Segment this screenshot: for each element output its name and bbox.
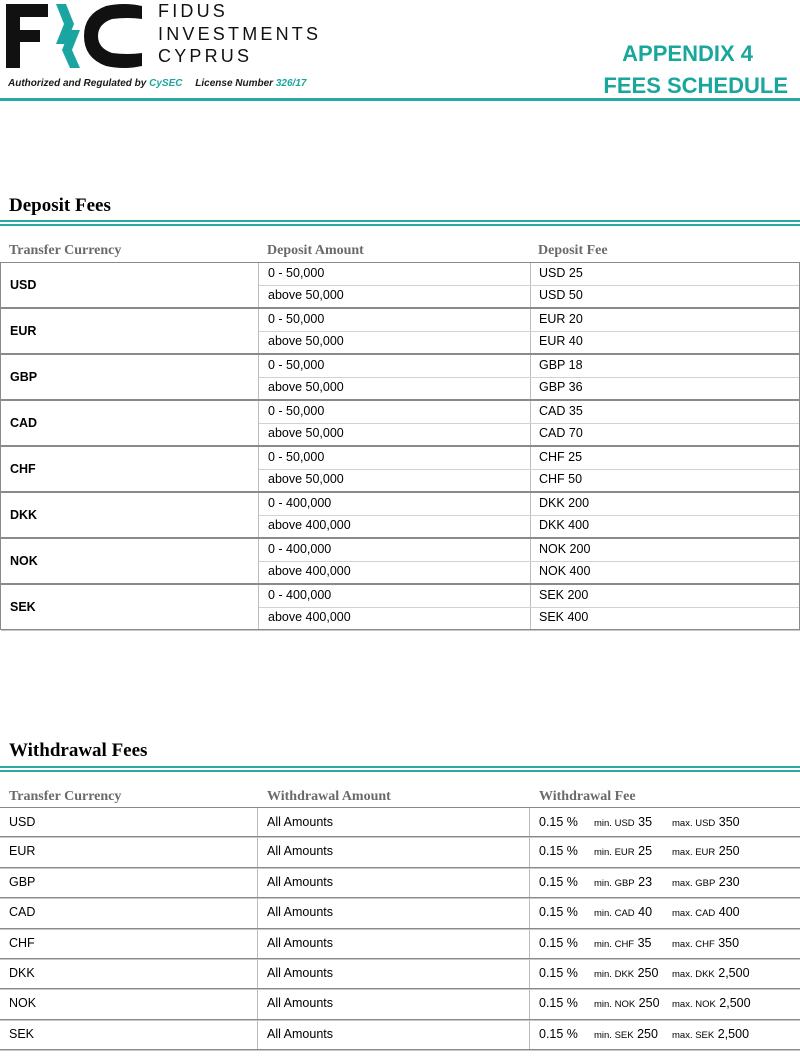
min-fee-cell: min. USD 35 bbox=[594, 815, 653, 829]
table-row bbox=[0, 354, 800, 400]
min-fee-cell: min. NOK 250 bbox=[594, 996, 660, 1011]
currency-cell: DKK bbox=[9, 965, 35, 980]
max-fee-cell: max. CHF 350 bbox=[672, 935, 740, 950]
amount-cell: 0 - 50,000 bbox=[268, 404, 325, 418]
fee-cell: DKK 200 bbox=[539, 496, 590, 510]
max-fee-cell: max. CAD 400 bbox=[672, 905, 740, 920]
amount-cell: above 50,000 bbox=[268, 380, 344, 394]
document-title bbox=[603, 38, 788, 102]
percent-cell: 0.15 % bbox=[539, 815, 578, 829]
fee-cell: NOK 400 bbox=[539, 564, 591, 578]
amount-cell: All Amounts bbox=[267, 905, 334, 920]
amount-cell: above 50,000 bbox=[268, 334, 344, 348]
amount-cell: 0 - 50,000 bbox=[268, 312, 325, 326]
max-fee-cell: max. SEK 2,500 bbox=[672, 1026, 750, 1041]
company-name: FIDUS INVESTMENTS CYPRUS bbox=[158, 1, 322, 66]
amount-cell: 0 - 50,000 bbox=[268, 358, 325, 372]
currency-cell: USD bbox=[9, 815, 36, 829]
table-row bbox=[0, 929, 800, 959]
amount-cell: All Amounts bbox=[267, 1026, 334, 1041]
fee-cell: EUR 20 bbox=[539, 312, 583, 326]
table-row bbox=[0, 584, 800, 630]
table-row bbox=[0, 868, 800, 898]
currency-cell: SEK bbox=[9, 1026, 35, 1041]
deposit-col-fee: Deposit Fee bbox=[538, 243, 608, 258]
fee-cell: CHF 50 bbox=[539, 472, 583, 486]
amount-cell: All Amounts bbox=[267, 844, 334, 859]
max-fee-cell: max. USD 350 bbox=[672, 815, 740, 829]
amount-cell: above 400,000 bbox=[268, 518, 351, 532]
table-row bbox=[0, 807, 800, 837]
currency-cell: EUR bbox=[9, 844, 36, 859]
table-row bbox=[0, 308, 800, 354]
fee-cell: DKK 400 bbox=[539, 518, 590, 532]
currency-cell: DKK bbox=[10, 508, 38, 522]
fic-logo-icon bbox=[6, 2, 146, 72]
fee-cell: CAD 70 bbox=[539, 426, 583, 440]
percent-cell: 0.15 % bbox=[539, 905, 578, 920]
min-fee-cell: min. CAD 40 bbox=[594, 905, 653, 920]
max-fee-cell: max. DKK 2,500 bbox=[672, 965, 750, 980]
amount-cell: above 50,000 bbox=[268, 288, 344, 302]
withdrawal-col-currency: Transfer Currency bbox=[9, 789, 122, 804]
amount-cell: All Amounts bbox=[267, 965, 334, 980]
fee-cell: USD 50 bbox=[539, 288, 583, 302]
max-fee-cell: max. GBP 230 bbox=[672, 874, 740, 889]
min-fee-cell: min. GBP 23 bbox=[594, 874, 653, 889]
max-fee-cell: max. EUR 250 bbox=[672, 844, 740, 859]
table-row bbox=[0, 538, 800, 584]
max-fee-cell: max. NOK 2,500 bbox=[672, 996, 751, 1011]
fee-cell: GBP 18 bbox=[539, 358, 583, 372]
deposit-fees-table bbox=[0, 262, 800, 630]
table-row bbox=[0, 1020, 800, 1050]
schedule-title: FEES SCHEDULE bbox=[603, 73, 788, 98]
currency-cell: GBP bbox=[10, 370, 38, 384]
fee-cell: CAD 35 bbox=[539, 404, 583, 418]
currency-cell: CHF bbox=[10, 462, 36, 476]
amount-cell: 0 - 400,000 bbox=[268, 588, 332, 602]
withdrawal-fees-heading: Withdrawal Fees bbox=[9, 740, 148, 761]
deposit-col-currency: Transfer Currency bbox=[9, 243, 122, 258]
deposit-col-amount: Deposit Amount bbox=[267, 243, 364, 258]
percent-cell: 0.15 % bbox=[539, 996, 578, 1011]
fee-cell: SEK 400 bbox=[539, 610, 589, 624]
license-number: 326/17 bbox=[275, 78, 307, 89]
table-row bbox=[0, 959, 800, 989]
currency-cell: USD bbox=[10, 278, 37, 292]
amount-cell: above 400,000 bbox=[268, 564, 351, 578]
currency-cell: NOK bbox=[9, 996, 37, 1011]
appendix-title: APPENDIX 4 bbox=[622, 41, 753, 66]
regulator-name: CySEC bbox=[149, 78, 183, 89]
regulation-line: Authorized and Regulated by CySEC License Number 326/17 bbox=[8, 78, 307, 89]
table-row bbox=[0, 837, 800, 867]
percent-cell: 0.15 % bbox=[539, 1026, 578, 1041]
fee-cell: USD 25 bbox=[539, 266, 583, 280]
fee-cell: CHF 25 bbox=[539, 450, 583, 464]
withdrawal-fees-table bbox=[0, 807, 800, 1050]
deposit-fees-heading: Deposit Fees bbox=[9, 195, 111, 216]
fee-cell: SEK 200 bbox=[539, 588, 589, 602]
amount-cell: All Amounts bbox=[267, 935, 334, 950]
currency-cell: CHF bbox=[9, 935, 35, 950]
amount-cell: 0 - 50,000 bbox=[268, 450, 325, 464]
header-divider bbox=[0, 98, 800, 101]
percent-cell: 0.15 % bbox=[539, 935, 578, 950]
amount-cell: above 50,000 bbox=[268, 426, 344, 440]
percent-cell: 0.15 % bbox=[539, 874, 578, 889]
table-row bbox=[0, 262, 800, 308]
page-header bbox=[0, 0, 800, 104]
currency-cell: CAD bbox=[9, 905, 36, 920]
currency-cell: NOK bbox=[10, 554, 38, 568]
withdrawal-heading-rule bbox=[0, 766, 800, 772]
amount-cell: 0 - 50,000 bbox=[268, 266, 325, 280]
amount-cell: above 400,000 bbox=[268, 610, 351, 624]
min-fee-cell: min. EUR 25 bbox=[594, 844, 653, 859]
currency-cell: CAD bbox=[10, 416, 38, 430]
amount-cell: above 50,000 bbox=[268, 472, 344, 486]
amount-cell: 0 - 400,000 bbox=[268, 496, 332, 510]
currency-cell: SEK bbox=[10, 600, 36, 614]
table-row bbox=[0, 989, 800, 1019]
table-row bbox=[0, 400, 800, 446]
min-fee-cell: min. SEK 250 bbox=[594, 1026, 658, 1041]
min-fee-cell: min. CHF 35 bbox=[594, 935, 652, 950]
amount-cell: All Amounts bbox=[267, 815, 334, 829]
deposit-heading-rule bbox=[0, 220, 800, 226]
min-fee-cell: min. DKK 250 bbox=[594, 965, 659, 980]
amount-cell: All Amounts bbox=[267, 996, 334, 1011]
fee-cell: NOK 200 bbox=[539, 542, 591, 556]
currency-cell: EUR bbox=[10, 324, 37, 338]
withdrawal-col-amount: Withdrawal Amount bbox=[267, 789, 391, 804]
amount-cell: 0 - 400,000 bbox=[268, 542, 332, 556]
amount-cell: All Amounts bbox=[267, 874, 334, 889]
table-row bbox=[0, 492, 800, 538]
percent-cell: 0.15 % bbox=[539, 965, 578, 980]
currency-cell: GBP bbox=[9, 874, 36, 889]
fee-cell: GBP 36 bbox=[539, 380, 583, 394]
table-row bbox=[0, 898, 800, 928]
withdrawal-col-fee: Withdrawal Fee bbox=[539, 789, 636, 804]
fee-cell: EUR 40 bbox=[539, 334, 583, 348]
table-row bbox=[0, 446, 800, 492]
percent-cell: 0.15 % bbox=[539, 844, 578, 859]
